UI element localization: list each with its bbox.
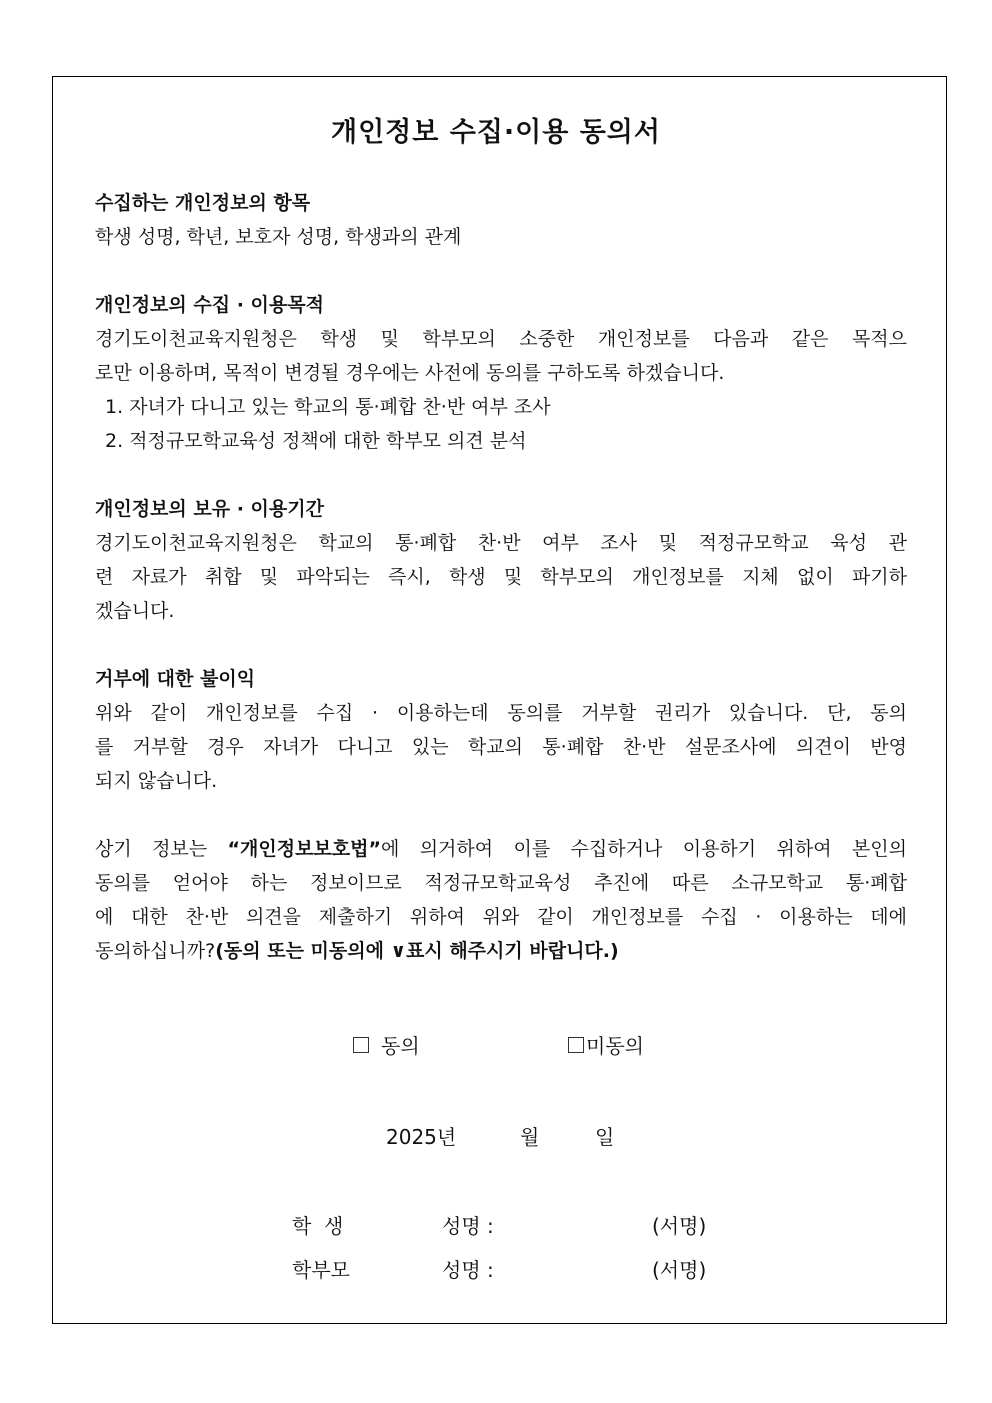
- purpose-list-item: 2. 적정규모학교육성 정책에 대한 학부모 의견 분석: [105, 430, 527, 452]
- name-label: 성명 :: [442, 1258, 494, 1282]
- notice-text: 상기 정보는: [95, 838, 228, 860]
- document-title: 개인정보 수집·이용 동의서: [331, 117, 661, 148]
- section-purpose: [95, 288, 907, 458]
- section-retention: [95, 492, 907, 628]
- disagree-checkbox[interactable]: [568, 1037, 584, 1053]
- law-name: “개인정보보호법”: [227, 838, 381, 860]
- document-body: [95, 186, 907, 1002]
- notice-line: [95, 934, 907, 968]
- agree-option[interactable]: [353, 1030, 420, 1059]
- date-day: 일: [595, 1125, 615, 1149]
- consent-options: [0, 1030, 992, 1062]
- section-heading: 거부에 대한 불이익: [95, 668, 256, 690]
- section-refusal: [95, 662, 907, 798]
- agree-checkbox[interactable]: [353, 1037, 369, 1053]
- section-text-line: 경기도이천교육지원청은 학생 및 학부모의 소중한 개인정보를 다음과 같은 목적으: [95, 328, 907, 350]
- signer-role: 학부모: [292, 1258, 350, 1282]
- section-text-line: 학생 성명, 학년, 보호자 성명, 학생과의 관계: [95, 226, 462, 248]
- section-heading: 개인정보의 수집 · 이용목적: [95, 294, 324, 316]
- section-text-line: 련 자료가 취합 및 파악되는 즉시, 학생 및 학부모의 개인정보를 지체 없이 파기하: [95, 566, 907, 588]
- section-text-line: 로만 이용하며, 목적이 변경될 경우에는 사전에 동의를 구하도록 하겠습니다.: [95, 362, 725, 384]
- section-text-line: 를 거부할 경우 자녀가 다니고 있는 학교의 통·폐합 찬·반 설문조사에 의견이 반영: [95, 736, 907, 758]
- notice-instruction: (동의 또는 미동의에 ∨표시 해주시기 바랍니다.): [215, 940, 619, 962]
- signer-role: 학 생: [292, 1214, 344, 1238]
- notice-question: 동의하십니까?: [95, 940, 216, 962]
- section-notice: [95, 832, 907, 968]
- section-heading: 수집하는 개인정보의 항목: [95, 192, 311, 214]
- date-year: 2025년: [386, 1125, 457, 1149]
- notice-line: [95, 832, 907, 866]
- section-text-line: 경기도이천교육지원청은 학교의 통·폐합 찬·반 여부 조사 및 적정규모학교 육성 관: [95, 532, 907, 554]
- disagree-label: 미동의: [586, 1034, 644, 1058]
- notice-text: 에 의거하여 이를 수집하거나 이용하기 위하여 본인의: [380, 838, 907, 860]
- purpose-list-item: 1. 자녀가 다니고 있는 학교의 통·폐합 찬·반 여부 조사: [105, 396, 551, 418]
- date-month: 월: [520, 1125, 540, 1149]
- signature-label: (서명): [652, 1258, 707, 1282]
- section-text-line: 되지 않습니다.: [95, 770, 218, 792]
- section-heading: 개인정보의 보유 · 이용기간: [95, 498, 324, 520]
- name-label: 성명 :: [442, 1214, 494, 1238]
- notice-line: 동의를 얻어야 하는 정보이므로 적정규모학교육성 추진에 따른 소규모학교 통·폐합: [95, 872, 907, 894]
- section-text-line: 겠습니다.: [95, 600, 175, 622]
- signature-label: (서명): [652, 1214, 707, 1238]
- notice-line: 에 대한 찬·반 의견을 제출하기 위하여 위와 같이 개인정보를 수집 · 이용하는 데에: [95, 906, 907, 928]
- section-collected-items: [95, 186, 907, 254]
- section-text-line: 위와 같이 개인정보를 수집 · 이용하는데 동의를 거부할 권리가 있습니다. 단, 동의: [95, 702, 907, 724]
- disagree-option[interactable]: [568, 1030, 644, 1059]
- agree-label: 동의: [381, 1034, 420, 1058]
